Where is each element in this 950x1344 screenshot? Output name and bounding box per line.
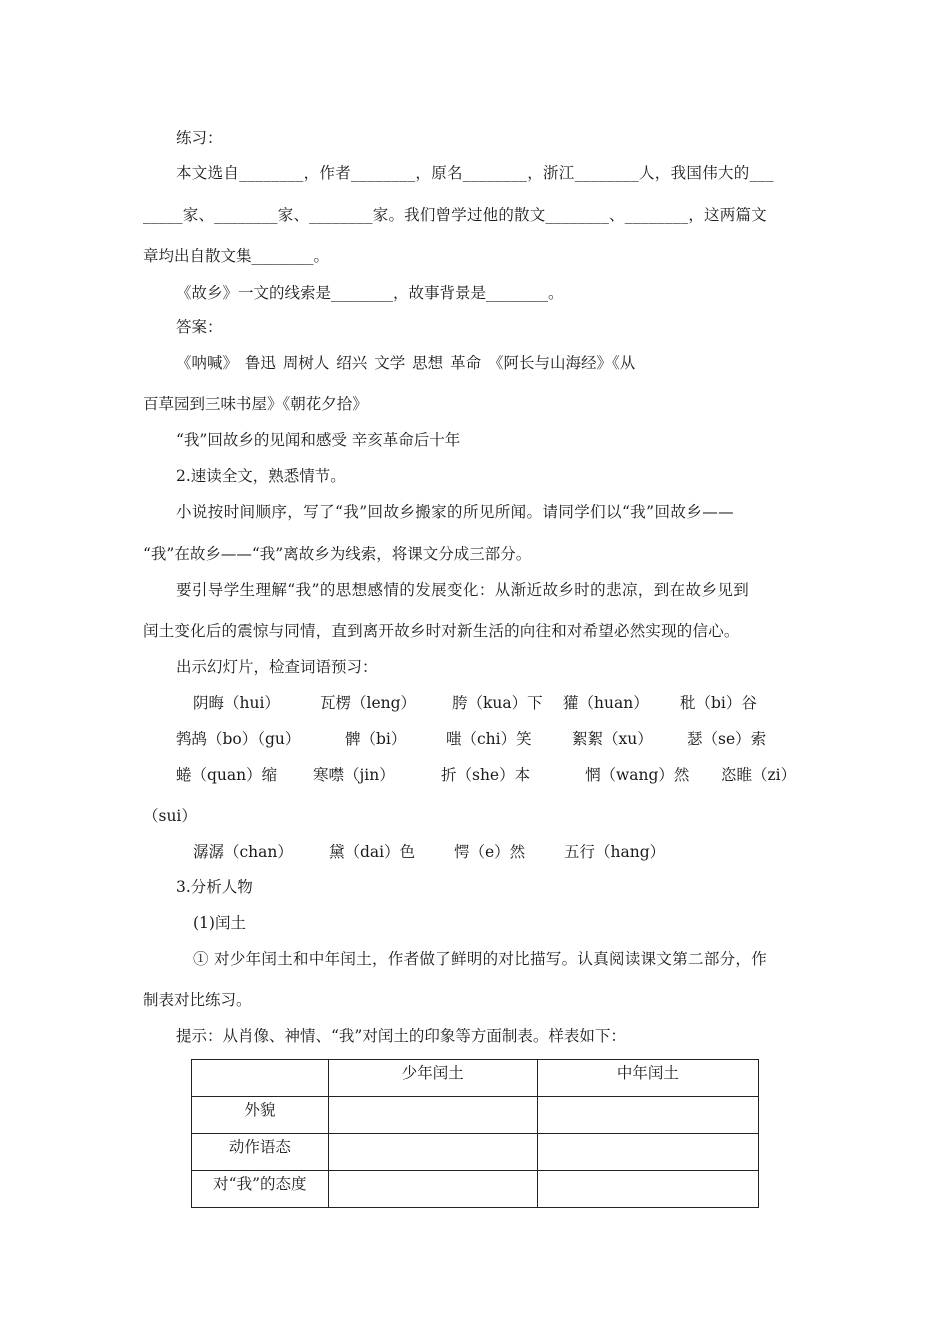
vocab-item: 黛（dai）色: [329, 843, 416, 861]
table-row-label: 动作语态: [192, 1134, 329, 1171]
vocab-item: 絮絮（xu）: [572, 730, 653, 748]
vocab-item: 惘（wang）然: [585, 766, 690, 784]
section-3-title: 3.分析人物: [176, 878, 253, 896]
answer-line-2: 百草园到三味书屋》《朝花夕拾》: [143, 395, 368, 413]
section-3-point-1-line-2: 制表对比练习。: [143, 991, 252, 1009]
vocab-item: 恣睢（zi）: [721, 766, 797, 784]
table-cell: [537, 1171, 758, 1208]
vocab-item: 髀（bi）: [345, 730, 407, 748]
vocab-item: 蜷（quan）缩: [176, 766, 278, 784]
table-cell: [537, 1097, 758, 1134]
table-header-row: [192, 1060, 759, 1097]
vocab-item: 阴晦（hui）: [193, 694, 280, 712]
table-cell: [328, 1134, 537, 1171]
table-cell: [328, 1097, 537, 1134]
table-cell: [328, 1171, 537, 1208]
table-row: [192, 1097, 759, 1134]
vocab-item: 潺潺（chan）: [193, 843, 293, 861]
section-2-para-1-line-2: “我”在故乡——“我”离故乡为线索，将课文分成三部分。: [143, 545, 532, 563]
exercise-heading: 练习：: [176, 129, 223, 147]
table-row-label: 外貌: [192, 1097, 329, 1134]
answer-line-1: 《呐喊》 鲁迅 周树人 绍兴 文学 思想 革命 《阿长与山海经》《从: [176, 354, 636, 372]
table-cell: [537, 1134, 758, 1171]
vocab-item: 鹁鸪（bo）（gu）: [176, 730, 301, 748]
exercise-line-1: 本文选自________，作者________，原名________，浙江________人，我国伟大的___: [176, 164, 774, 182]
table-row-label: 对“我”的态度: [192, 1171, 329, 1208]
section-2-para-2-line-1: 要引导学生理解“我”的思想感情的发展变化：从渐近故乡时的悲凉，到在故乡见到: [176, 581, 750, 599]
vocab-item: 五行（hang）: [564, 843, 666, 861]
answer-heading: 答案：: [176, 318, 223, 336]
section-2-para-1-line-1: 小说按时间顺序，写了“我”回故乡搬家的所见所闻。请同学们以“我”回故乡——: [176, 503, 734, 521]
vocab-item: 瑟（se）索: [687, 730, 767, 748]
comparison-table: [191, 1059, 759, 1208]
section-3-point-1-line-1: ① 对少年闰土和中年闰土，作者做了鲜明的对比描写。认真阅读课文第二部分，作: [193, 950, 768, 968]
vocab-item: 折（she）本: [441, 766, 531, 784]
vocab-item: （sui）: [143, 807, 197, 825]
table-header-cell: 少年闰土: [328, 1060, 537, 1097]
exercise-line-2: _____家、________家、________家。我们曾学过他的散文________、________，这两篇文: [143, 206, 767, 224]
vocab-item: 胯（kua）下: [452, 694, 543, 712]
vocab-item: 寒噤（jin）: [313, 766, 395, 784]
table-row: [192, 1134, 759, 1171]
table-header-cell: [192, 1060, 329, 1097]
table-header-cell: 中年闰土: [537, 1060, 758, 1097]
vocab-item: 瓦楞（leng）: [320, 694, 417, 712]
exercise-line-3: 章均出自散文集________。: [143, 247, 330, 265]
section-2-title: 2.速读全文，熟悉情节。: [176, 467, 346, 485]
slide-intro: 出示幻灯片，检查词语预习：: [176, 658, 378, 676]
vocab-item: 獾（huan）: [563, 694, 649, 712]
table-row: [192, 1171, 759, 1208]
exercise-line-4: 《故乡》一文的线索是________，故事背景是________。: [176, 284, 564, 302]
section-3-sub: (1)闰土: [193, 914, 246, 932]
vocab-item: 嗤（chi）笑: [446, 730, 532, 748]
section-3-hint: 提示：从肖像、神情、“我”对闰土的印象等方面制表。样表如下：: [176, 1027, 626, 1045]
section-2-para-2-line-2: 闰土变化后的震惊与同情，直到离开故乡时对新生活的向往和对希望必然实现的信心。: [143, 622, 740, 640]
answer-line-3: “我”回故乡的见闻和感受 辛亥革命后十年: [176, 431, 461, 449]
vocab-item: 秕（bi）谷: [680, 694, 757, 712]
vocab-item: 愕（e）然: [454, 843, 526, 861]
